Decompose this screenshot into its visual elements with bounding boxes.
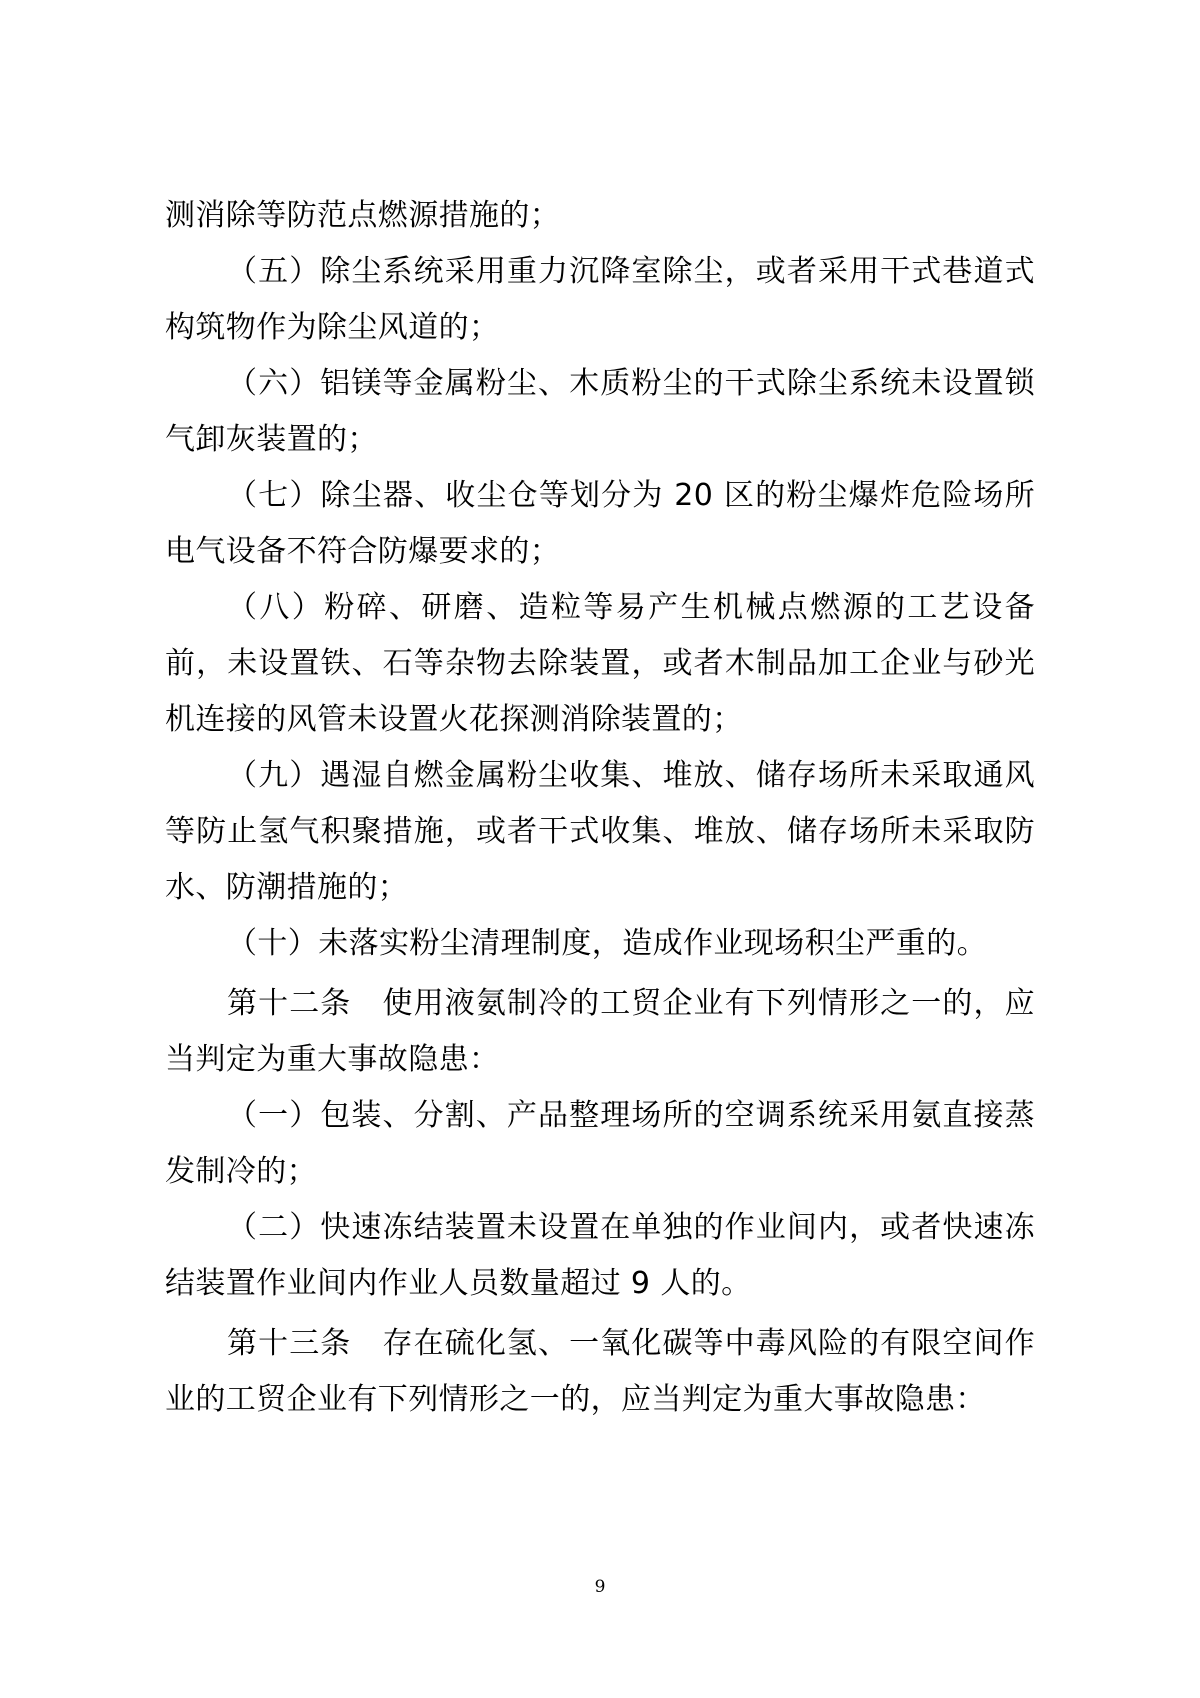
list-item-10: （十）未落实粉尘清理制度，造成作业现场积尘严重的。 [227,926,987,961]
list-item-5: （五）除尘系统采用重力沉降室除尘，或者采用干式巷道式构筑物作为除尘风道的； [165,254,1035,345]
list-item-8: （八）粉碎、研磨、造粒等易产生机械点燃源的工艺设备前，未设置铁、石等杂物去除装置，或者木制品加工企业与砂光机连接的风管未设置火花探测消除装置的； [165,590,1035,737]
list-item-9: （九）遇湿自燃金属粉尘收集、堆放、储存场所未采取通风等防止氢气积聚措施，或者干式收集、堆放、储存场所未采取防水、防潮措施的； [165,758,1035,905]
article-12-item-2: （二）快速冻结装置未设置在单独的作业间内，或者快速冻结装置作业间内作业人员数量超过 9 人的。 [165,1210,1035,1301]
paragraph-continuation: 测消除等防范点燃源措施的； [165,198,561,233]
article-12-item-1: （一）包装、分割、产品整理场所的空调系统采用氨直接蒸发制冷的； [165,1098,1035,1189]
document-body [165,188,1035,1428]
list-item-6: （六）铝镁等金属粉尘、木质粉尘的干式除尘系统未设置锁气卸灰装置的； [165,366,1035,457]
list-item-7: （七）除尘器、收尘仓等划分为 20 区的粉尘爆炸危险场所电气设备不符合防爆要求的； [165,478,1035,569]
article-12: 第十二条 使用液氨制冷的工贸企业有下列情形之一的，应当判定为重大事故隐患： [165,986,1035,1077]
article-13: 第十三条 存在硫化氢、一氧化碳等中毒风险的有限空间作业的工贸企业有下列情形之一的，应当判定为重大事故隐患： [165,1326,1035,1417]
page-number: 9 [594,1577,606,1597]
